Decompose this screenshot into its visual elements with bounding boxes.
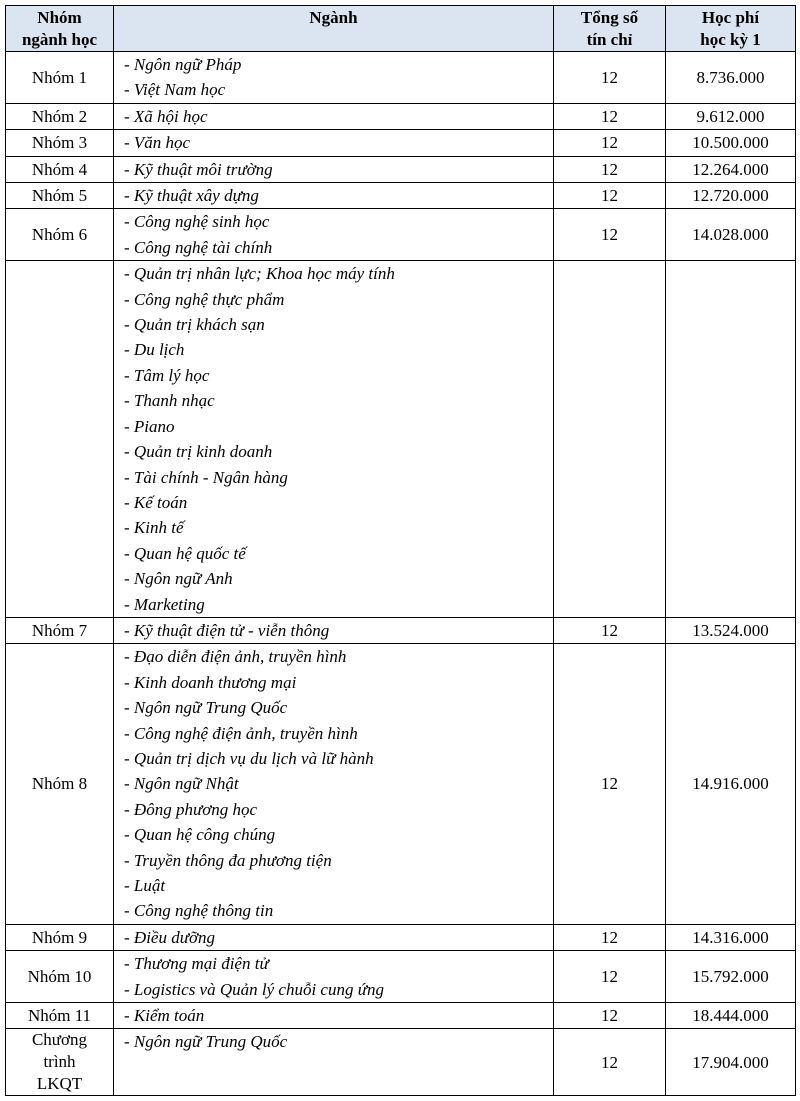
table-row bbox=[6, 1003, 796, 1029]
credits-cell: 12 bbox=[554, 156, 666, 182]
majors-cell bbox=[114, 617, 554, 643]
majors-cell bbox=[114, 951, 554, 1003]
group-label: Chương bbox=[31, 1030, 88, 1050]
group-cell bbox=[6, 130, 114, 156]
table-row bbox=[6, 261, 796, 618]
table-row bbox=[6, 183, 796, 209]
major-item: - Marketing bbox=[124, 594, 205, 614]
major-item: - Đông phương học bbox=[124, 799, 258, 819]
table-row bbox=[6, 644, 796, 924]
table-row bbox=[6, 924, 796, 950]
majors-cell bbox=[114, 52, 554, 104]
group-cell bbox=[6, 924, 114, 950]
major-item: - Công nghệ tài chính bbox=[124, 237, 273, 257]
major-item: - Piano bbox=[124, 416, 175, 436]
credits-cell: 12 bbox=[554, 130, 666, 156]
fee-cell: 14.028.000 bbox=[666, 209, 796, 261]
majors-cell bbox=[114, 1029, 554, 1096]
group-cell bbox=[6, 1003, 114, 1029]
major-item: - Logistics và Quản lý chuỗi cung ứng bbox=[124, 979, 384, 999]
fee-cell: 10.500.000 bbox=[666, 130, 796, 156]
group-label: Nhóm 4 bbox=[31, 159, 88, 179]
group-label: Nhóm 6 bbox=[31, 225, 88, 245]
major-item: - Quản trị kinh doanh bbox=[124, 442, 273, 462]
major-item: - Quản trị dịch vụ du lịch và lữ hành bbox=[124, 748, 374, 768]
group-cell bbox=[6, 1029, 114, 1096]
credits-cell: 12 bbox=[554, 103, 666, 129]
group-label: Nhóm 9 bbox=[31, 927, 88, 947]
credits-cell: 12 bbox=[554, 617, 666, 643]
credits-cell: 12 bbox=[554, 1029, 666, 1096]
fee-cell: 12.720.000 bbox=[666, 183, 796, 209]
group-label: Nhóm 10 bbox=[27, 966, 92, 986]
majors-cell bbox=[114, 183, 554, 209]
majors-cell bbox=[114, 924, 554, 950]
majors-cell bbox=[114, 644, 554, 924]
group-cell bbox=[6, 209, 114, 261]
major-item: - Công nghệ điện ảnh, truyền hình bbox=[124, 723, 358, 743]
fee-cell: 17.904.000 bbox=[666, 1029, 796, 1096]
table-row bbox=[6, 1029, 796, 1096]
fee-cell: 8.736.000 bbox=[666, 52, 796, 104]
majors-cell bbox=[114, 209, 554, 261]
credits-cell: 12 bbox=[554, 183, 666, 209]
major-item: - Kinh doanh thương mại bbox=[124, 672, 297, 692]
credits-cell: 12 bbox=[554, 644, 666, 924]
major-item: - Công nghệ thông tin bbox=[124, 901, 274, 921]
group-cell bbox=[6, 617, 114, 643]
table-row bbox=[6, 209, 796, 261]
table-row bbox=[6, 52, 796, 104]
group-label: LKQT bbox=[36, 1074, 83, 1094]
fee-cell: 18.444.000 bbox=[666, 1003, 796, 1029]
credits-cell: 12 bbox=[554, 924, 666, 950]
major-item: - Truyền thông đa phương tiện bbox=[124, 850, 332, 870]
credits-cell: 12 bbox=[554, 52, 666, 104]
table-body bbox=[6, 52, 796, 1096]
major-item: - Ngôn ngữ Trung Quốc bbox=[124, 1032, 288, 1052]
group-cell bbox=[6, 52, 114, 104]
header-fee: Học phí học kỳ 1 bbox=[666, 6, 796, 52]
major-item: - Quản trị nhân lực; Khoa học máy tính bbox=[124, 264, 395, 284]
major-item: - Việt Nam học bbox=[124, 80, 226, 100]
majors-cell bbox=[114, 130, 554, 156]
table-row bbox=[6, 156, 796, 182]
group-cell bbox=[6, 951, 114, 1003]
major-item: - Đạo diễn điện ảnh, truyền hình bbox=[124, 647, 347, 667]
group-label: Nhóm 8 bbox=[31, 774, 88, 794]
fee-cell: 13.524.000 bbox=[666, 617, 796, 643]
group-cell bbox=[6, 183, 114, 209]
major-item: - Tài chính - Ngân hàng bbox=[124, 467, 288, 487]
major-item: - Xã hội học bbox=[124, 106, 208, 126]
fee-cell: 12.264.000 bbox=[666, 156, 796, 182]
major-item: - Ngôn ngữ Nhật bbox=[124, 774, 239, 794]
major-item: - Kỹ thuật môi trường bbox=[124, 159, 273, 179]
major-item: - Công nghệ sinh học bbox=[124, 212, 270, 232]
group-cell bbox=[6, 103, 114, 129]
tuition-table bbox=[5, 5, 796, 1096]
major-item: - Thanh nhạc bbox=[124, 391, 215, 411]
fee-cell bbox=[666, 261, 796, 618]
major-item: - Điều dưỡng bbox=[124, 927, 216, 947]
major-item: - Quản trị khách sạn bbox=[124, 315, 265, 335]
major-item: - Ngôn ngữ Pháp bbox=[124, 55, 242, 74]
group-cell bbox=[6, 644, 114, 924]
credits-cell: 12 bbox=[554, 209, 666, 261]
majors-cell bbox=[114, 103, 554, 129]
fee-cell: 15.792.000 bbox=[666, 951, 796, 1003]
major-item: - Quan hệ công chúng bbox=[124, 825, 276, 845]
fee-cell: 9.612.000 bbox=[666, 103, 796, 129]
header-credits: Tổng số tín chỉ bbox=[554, 6, 666, 52]
header-group: Nhóm ngành học bbox=[6, 6, 114, 52]
group-label: Nhóm 7 bbox=[31, 620, 88, 640]
major-item: - Kinh tế bbox=[124, 518, 184, 538]
credits-cell: 12 bbox=[554, 1003, 666, 1029]
majors-cell bbox=[114, 1003, 554, 1029]
major-item: - Tâm lý học bbox=[124, 365, 210, 385]
fee-cell: 14.916.000 bbox=[666, 644, 796, 924]
table-row bbox=[6, 130, 796, 156]
table-row bbox=[6, 951, 796, 1003]
major-item: - Văn học bbox=[124, 133, 191, 153]
group-label: Nhóm 1 bbox=[31, 67, 88, 87]
table-row bbox=[6, 103, 796, 129]
major-item: - Kỹ thuật xây dựng bbox=[124, 186, 259, 206]
group-cell bbox=[6, 156, 114, 182]
group-label: trình bbox=[43, 1052, 76, 1072]
group-cell bbox=[6, 261, 114, 618]
major-item: - Công nghệ thực phẩm bbox=[124, 289, 285, 309]
header-major: Ngành bbox=[114, 6, 554, 52]
major-item: - Kỹ thuật điện tử - viễn thông bbox=[124, 620, 330, 640]
group-label: Nhóm 2 bbox=[31, 106, 88, 126]
major-item: - Ngôn ngữ Trung Quốc bbox=[124, 698, 288, 718]
majors-cell bbox=[114, 156, 554, 182]
major-item: - Ngôn ngữ Anh bbox=[124, 569, 233, 589]
group-label: Nhóm 5 bbox=[31, 186, 88, 206]
group-label: Nhóm 3 bbox=[31, 133, 88, 153]
major-item: - Kế toán bbox=[124, 492, 188, 512]
major-item: - Kiểm toán bbox=[124, 1006, 205, 1026]
credits-cell bbox=[554, 261, 666, 618]
group-label: Nhóm 11 bbox=[27, 1006, 92, 1026]
major-item: - Luật bbox=[124, 876, 166, 895]
majors-cell bbox=[114, 261, 554, 618]
header-row bbox=[6, 6, 796, 52]
fee-cell: 14.316.000 bbox=[666, 924, 796, 950]
table-row bbox=[6, 617, 796, 643]
major-item: - Thương mại điện tử bbox=[124, 954, 269, 974]
credits-cell: 12 bbox=[554, 951, 666, 1003]
major-item: - Quan hệ quốc tế bbox=[124, 543, 246, 563]
major-item: - Du lịch bbox=[124, 340, 185, 360]
